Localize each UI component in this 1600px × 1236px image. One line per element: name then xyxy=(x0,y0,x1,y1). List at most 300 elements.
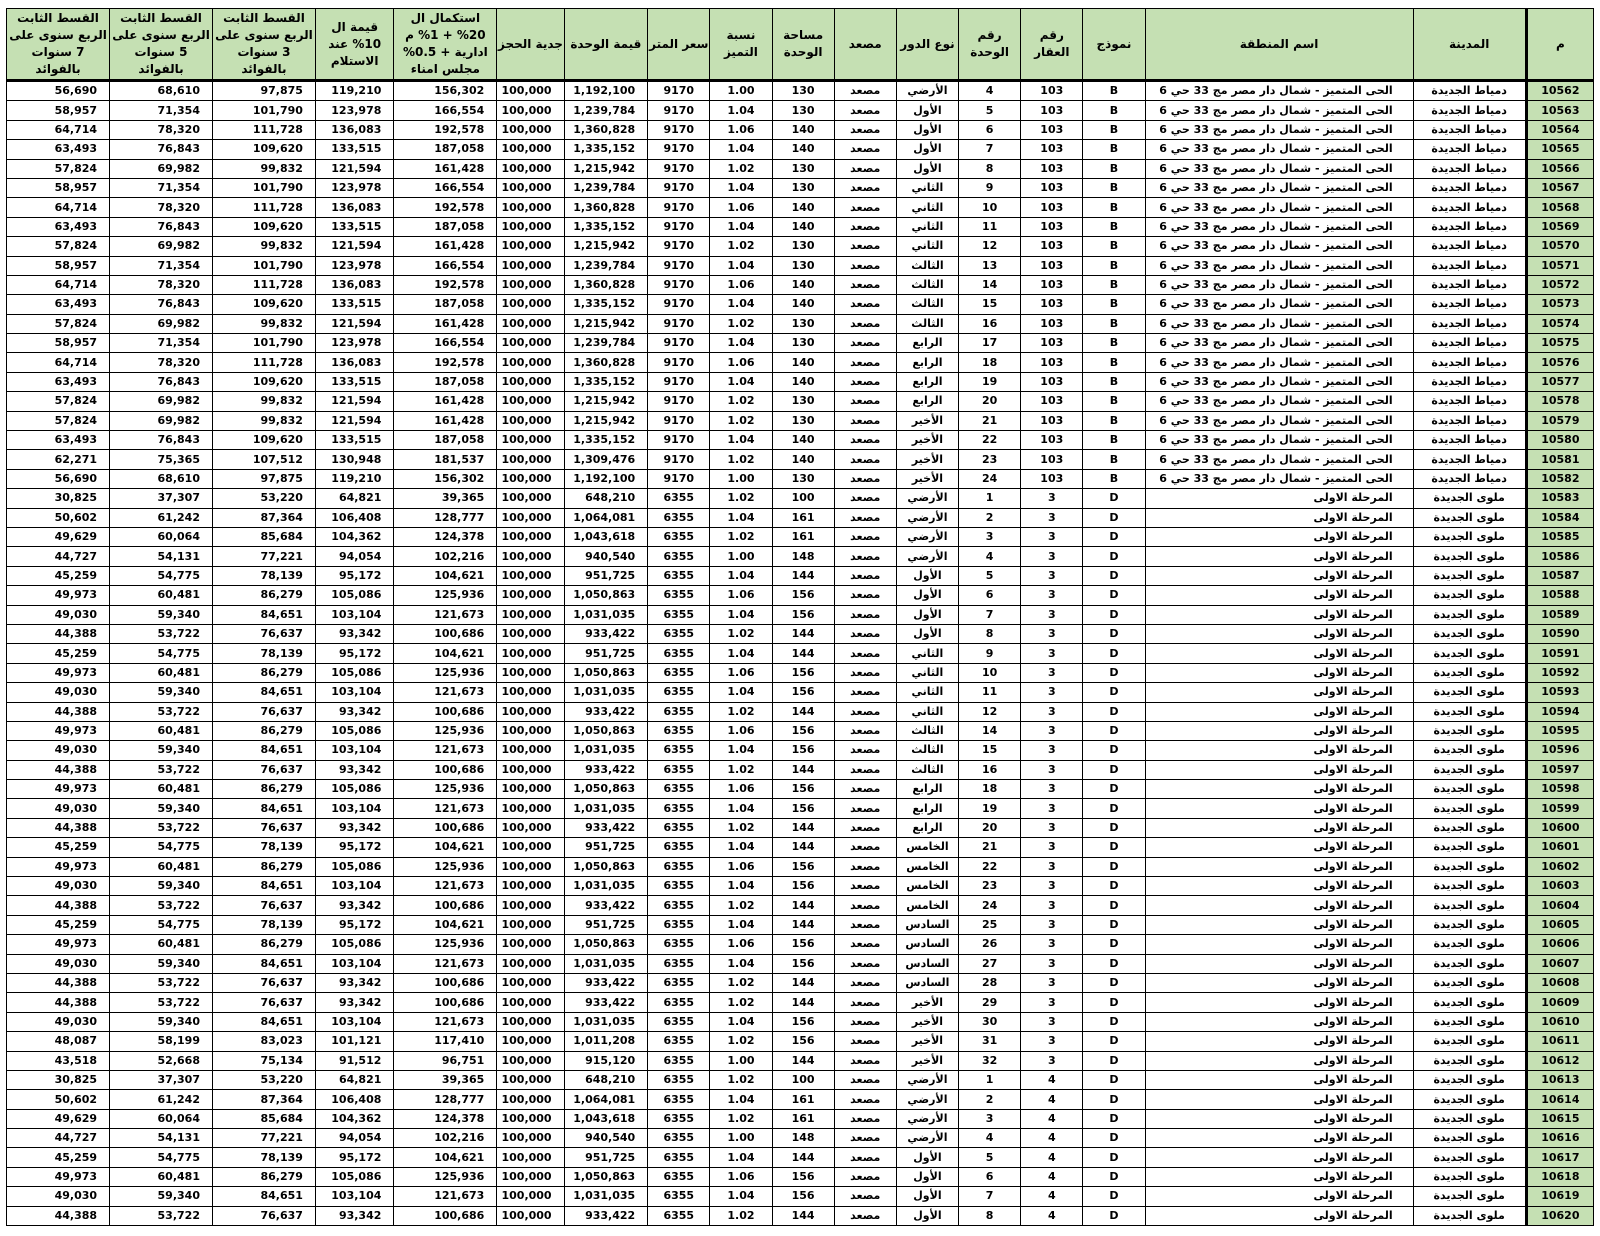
cell-unit-value: 1,050,863 xyxy=(564,1167,648,1186)
cell-complete-20: 96,751 xyxy=(394,1051,497,1070)
cell-installment-7y: 44,388 xyxy=(7,993,110,1012)
cell-premium: 1.06 xyxy=(710,935,772,954)
cell-installment-7y: 49,030 xyxy=(7,605,110,624)
cell-installment-7y: 49,973 xyxy=(7,935,110,954)
cell-m: 10609 xyxy=(1526,993,1593,1012)
cell-installment-7y: 63,493 xyxy=(7,217,110,236)
cell-unit-no: 27 xyxy=(959,954,1021,973)
cell-model: B xyxy=(1083,237,1145,256)
cell-installment-7y: 44,388 xyxy=(7,760,110,779)
cell-unit-value: 1,215,942 xyxy=(564,392,648,411)
cell-area: الحى المتميز - شمال دار مصر مج 33 حي 6 xyxy=(1145,469,1413,488)
cell-m: 10616 xyxy=(1526,1129,1593,1148)
cell-installment-5y: 78,320 xyxy=(110,198,213,217)
cell-elevator: مصعد xyxy=(834,547,896,566)
cell-value-10: 105,086 xyxy=(315,780,393,799)
cell-city: دمياط الجديدة xyxy=(1413,334,1526,353)
cell-m: 10565 xyxy=(1526,140,1593,159)
cell-value-10: 103,104 xyxy=(315,683,393,702)
cell-complete-20: 128,777 xyxy=(394,1090,497,1109)
cell-elevator: مصعد xyxy=(834,780,896,799)
cell-booking: 100,000 xyxy=(497,702,564,721)
cell-unit-no: 10 xyxy=(959,663,1021,682)
cell-area: المرحلة الاولى xyxy=(1145,566,1413,585)
cell-building: 3 xyxy=(1021,760,1083,779)
table-row xyxy=(7,857,1594,876)
cell-booking: 100,000 xyxy=(497,334,564,353)
cell-building: 3 xyxy=(1021,915,1083,934)
cell-installment-7y: 49,973 xyxy=(7,1167,110,1186)
cell-price-per-meter: 6355 xyxy=(648,1206,710,1225)
cell-elevator: مصعد xyxy=(834,760,896,779)
cell-m: 10619 xyxy=(1526,1187,1593,1206)
cell-premium: 1.02 xyxy=(710,411,772,430)
cell-unit-no: 22 xyxy=(959,431,1021,450)
cell-installment-3y: 109,620 xyxy=(212,372,315,391)
cell-city: دمياط الجديدة xyxy=(1413,275,1526,294)
cell-floor: الأرضي xyxy=(896,508,958,527)
cell-unit-no: 23 xyxy=(959,450,1021,469)
cell-elevator: مصعد xyxy=(834,1051,896,1070)
cell-installment-3y: 76,637 xyxy=(212,1206,315,1225)
cell-m: 10598 xyxy=(1526,780,1593,799)
cell-installment-5y: 37,307 xyxy=(110,489,213,508)
cell-elevator: مصعد xyxy=(834,1206,896,1225)
cell-city: دمياط الجديدة xyxy=(1413,120,1526,139)
cell-premium: 1.06 xyxy=(710,721,772,740)
cell-elevator: مصعد xyxy=(834,663,896,682)
cell-premium: 1.02 xyxy=(710,1070,772,1089)
cell-model: B xyxy=(1083,275,1145,294)
cell-m: 10618 xyxy=(1526,1167,1593,1186)
cell-m: 10599 xyxy=(1526,799,1593,818)
cell-unit-value: 1,360,828 xyxy=(564,120,648,139)
cell-installment-3y: 101,790 xyxy=(212,101,315,120)
cell-city: ملوى الجديدة xyxy=(1413,605,1526,624)
table-row xyxy=(7,896,1594,915)
cell-building: 3 xyxy=(1021,624,1083,643)
cell-unit-no: 3 xyxy=(959,527,1021,546)
cell-building: 3 xyxy=(1021,586,1083,605)
cell-m: 10614 xyxy=(1526,1090,1593,1109)
cell-building: 3 xyxy=(1021,780,1083,799)
cell-price-per-meter: 6355 xyxy=(648,799,710,818)
cell-complete-20: 161,428 xyxy=(394,411,497,430)
col-header-model: نموذج xyxy=(1083,9,1145,81)
cell-building: 103 xyxy=(1021,178,1083,197)
cell-installment-7y: 45,259 xyxy=(7,1148,110,1167)
table-row xyxy=(7,1070,1594,1089)
cell-unit-value: 933,422 xyxy=(564,760,648,779)
cell-floor: الثاني xyxy=(896,237,958,256)
cell-unit-value: 1,239,784 xyxy=(564,178,648,197)
cell-m: 10577 xyxy=(1526,372,1593,391)
cell-installment-5y: 69,982 xyxy=(110,392,213,411)
units-table xyxy=(6,8,1594,1226)
cell-unit-no: 29 xyxy=(959,993,1021,1012)
col-header-booking: جدية الحجز xyxy=(497,9,564,81)
cell-floor: الثالث xyxy=(896,275,958,294)
cell-city: دمياط الجديدة xyxy=(1413,237,1526,256)
cell-unit-area: 100 xyxy=(772,1070,834,1089)
cell-unit-no: 15 xyxy=(959,295,1021,314)
cell-city: ملوى الجديدة xyxy=(1413,644,1526,663)
cell-premium: 1.04 xyxy=(710,140,772,159)
cell-installment-7y: 64,714 xyxy=(7,353,110,372)
cell-model: D xyxy=(1083,935,1145,954)
cell-elevator: مصعد xyxy=(834,159,896,178)
col-header-installment-3y: القسط الثابت الربع سنوى على 3 سنوات بالفوائد xyxy=(212,9,315,81)
table-row xyxy=(7,295,1594,314)
cell-complete-20: 121,673 xyxy=(394,605,497,624)
cell-unit-no: 32 xyxy=(959,1051,1021,1070)
cell-installment-5y: 61,242 xyxy=(110,1090,213,1109)
cell-building: 103 xyxy=(1021,81,1083,101)
cell-model: D xyxy=(1083,721,1145,740)
cell-unit-no: 16 xyxy=(959,314,1021,333)
table-row xyxy=(7,469,1594,488)
cell-area: المرحلة الاولى xyxy=(1145,954,1413,973)
cell-building: 3 xyxy=(1021,896,1083,915)
cell-unit-value: 1,335,152 xyxy=(564,140,648,159)
cell-complete-20: 125,936 xyxy=(394,935,497,954)
cell-city: ملوى الجديدة xyxy=(1413,1129,1526,1148)
cell-unit-value: 1,192,100 xyxy=(564,81,648,101)
col-header-price-per-meter: سعر المتر xyxy=(648,9,710,81)
cell-elevator: مصعد xyxy=(834,644,896,663)
cell-m: 10578 xyxy=(1526,392,1593,411)
cell-value-10: 91,512 xyxy=(315,1051,393,1070)
cell-price-per-meter: 6355 xyxy=(648,586,710,605)
cell-premium: 1.06 xyxy=(710,663,772,682)
cell-price-per-meter: 6355 xyxy=(648,1032,710,1051)
cell-installment-7y: 56,690 xyxy=(7,81,110,101)
cell-installment-3y: 107,512 xyxy=(212,450,315,469)
cell-installment-3y: 76,637 xyxy=(212,993,315,1012)
cell-elevator: مصعد xyxy=(834,120,896,139)
cell-floor: الثالث xyxy=(896,295,958,314)
cell-city: ملوى الجديدة xyxy=(1413,741,1526,760)
cell-unit-no: 13 xyxy=(959,256,1021,275)
cell-unit-value: 1,360,828 xyxy=(564,198,648,217)
cell-unit-area: 156 xyxy=(772,721,834,740)
cell-complete-20: 100,686 xyxy=(394,624,497,643)
cell-area: المرحلة الاولى xyxy=(1145,896,1413,915)
cell-elevator: مصعد xyxy=(834,702,896,721)
cell-unit-no: 7 xyxy=(959,605,1021,624)
cell-city: ملوى الجديدة xyxy=(1413,1012,1526,1031)
cell-price-per-meter: 6355 xyxy=(648,1129,710,1148)
table-row xyxy=(7,411,1594,430)
cell-floor: الأول xyxy=(896,1206,958,1225)
cell-installment-7y: 49,030 xyxy=(7,1012,110,1031)
cell-building: 103 xyxy=(1021,314,1083,333)
cell-building: 103 xyxy=(1021,450,1083,469)
cell-floor: السادس xyxy=(896,973,958,992)
cell-installment-3y: 84,651 xyxy=(212,954,315,973)
cell-building: 3 xyxy=(1021,547,1083,566)
cell-floor: الأول xyxy=(896,624,958,643)
cell-unit-no: 22 xyxy=(959,857,1021,876)
cell-area: المرحلة الاولى xyxy=(1145,935,1413,954)
col-header-unit-no: رقم الوحدة xyxy=(959,9,1021,81)
cell-area: المرحلة الاولى xyxy=(1145,1129,1413,1148)
table-row xyxy=(7,1148,1594,1167)
cell-value-10: 136,083 xyxy=(315,353,393,372)
cell-floor: الأرضي xyxy=(896,1090,958,1109)
cell-model: B xyxy=(1083,217,1145,236)
table-row xyxy=(7,780,1594,799)
cell-installment-7y: 63,493 xyxy=(7,431,110,450)
cell-model: D xyxy=(1083,1032,1145,1051)
cell-installment-7y: 45,259 xyxy=(7,566,110,585)
cell-model: B xyxy=(1083,314,1145,333)
cell-elevator: مصعد xyxy=(834,101,896,120)
cell-price-per-meter: 9170 xyxy=(648,314,710,333)
cell-elevator: مصعد xyxy=(834,877,896,896)
cell-complete-20: 100,686 xyxy=(394,702,497,721)
cell-unit-value: 648,210 xyxy=(564,489,648,508)
cell-floor: الأخير xyxy=(896,411,958,430)
cell-value-10: 119,210 xyxy=(315,469,393,488)
cell-unit-no: 24 xyxy=(959,469,1021,488)
cell-elevator: مصعد xyxy=(834,295,896,314)
cell-area: المرحلة الاولى xyxy=(1145,547,1413,566)
cell-unit-no: 11 xyxy=(959,683,1021,702)
cell-complete-20: 192,578 xyxy=(394,120,497,139)
cell-m: 10593 xyxy=(1526,683,1593,702)
cell-unit-no: 19 xyxy=(959,799,1021,818)
cell-unit-value: 940,540 xyxy=(564,547,648,566)
col-header-city: المدينة xyxy=(1413,9,1526,81)
table-row xyxy=(7,256,1594,275)
cell-installment-3y: 76,637 xyxy=(212,818,315,837)
cell-elevator: مصعد xyxy=(834,954,896,973)
cell-unit-value: 1,011,208 xyxy=(564,1032,648,1051)
cell-installment-3y: 101,790 xyxy=(212,334,315,353)
cell-area: المرحلة الاولى xyxy=(1145,663,1413,682)
cell-complete-20: 124,378 xyxy=(394,1109,497,1128)
cell-unit-no: 19 xyxy=(959,372,1021,391)
cell-unit-area: 161 xyxy=(772,1090,834,1109)
cell-installment-7y: 49,030 xyxy=(7,741,110,760)
cell-area: المرحلة الاولى xyxy=(1145,489,1413,508)
cell-m: 10590 xyxy=(1526,624,1593,643)
cell-area: الحى المتميز - شمال دار مصر مج 33 حي 6 xyxy=(1145,81,1413,101)
cell-premium: 1.04 xyxy=(710,508,772,527)
cell-m: 10564 xyxy=(1526,120,1593,139)
table-row xyxy=(7,217,1594,236)
table-row xyxy=(7,838,1594,857)
cell-installment-5y: 53,722 xyxy=(110,896,213,915)
cell-area: المرحلة الاولى xyxy=(1145,605,1413,624)
cell-unit-no: 7 xyxy=(959,140,1021,159)
cell-price-per-meter: 6355 xyxy=(648,1187,710,1206)
cell-floor: الثاني xyxy=(896,702,958,721)
cell-value-10: 133,515 xyxy=(315,217,393,236)
cell-floor: الثاني xyxy=(896,198,958,217)
cell-installment-7y: 50,602 xyxy=(7,1090,110,1109)
cell-city: ملوى الجديدة xyxy=(1413,1032,1526,1051)
cell-installment-5y: 54,131 xyxy=(110,547,213,566)
cell-m: 10589 xyxy=(1526,605,1593,624)
cell-city: ملوى الجديدة xyxy=(1413,1167,1526,1186)
table-row xyxy=(7,683,1594,702)
cell-premium: 1.04 xyxy=(710,178,772,197)
cell-area: المرحلة الاولى xyxy=(1145,1187,1413,1206)
cell-elevator: مصعد xyxy=(834,527,896,546)
cell-unit-value: 1,215,942 xyxy=(564,159,648,178)
cell-installment-3y: 84,651 xyxy=(212,741,315,760)
cell-m: 10610 xyxy=(1526,1012,1593,1031)
cell-building: 103 xyxy=(1021,295,1083,314)
cell-city: ملوى الجديدة xyxy=(1413,527,1526,546)
cell-city: دمياط الجديدة xyxy=(1413,411,1526,430)
cell-unit-value: 951,725 xyxy=(564,566,648,585)
cell-installment-5y: 69,982 xyxy=(110,159,213,178)
table-row xyxy=(7,1187,1594,1206)
cell-m: 10588 xyxy=(1526,586,1593,605)
cell-m: 10603 xyxy=(1526,877,1593,896)
cell-building: 4 xyxy=(1021,1109,1083,1128)
cell-premium: 1.06 xyxy=(710,120,772,139)
cell-installment-3y: 84,651 xyxy=(212,1187,315,1206)
cell-price-per-meter: 9170 xyxy=(648,159,710,178)
cell-building: 103 xyxy=(1021,140,1083,159)
cell-elevator: مصعد xyxy=(834,314,896,333)
cell-building: 3 xyxy=(1021,527,1083,546)
cell-city: ملوى الجديدة xyxy=(1413,993,1526,1012)
cell-elevator: مصعد xyxy=(834,217,896,236)
cell-value-10: 133,515 xyxy=(315,372,393,391)
table-row xyxy=(7,1051,1594,1070)
cell-unit-area: 144 xyxy=(772,973,834,992)
cell-premium: 1.06 xyxy=(710,1167,772,1186)
cell-installment-7y: 44,388 xyxy=(7,624,110,643)
cell-elevator: مصعد xyxy=(834,353,896,372)
cell-unit-area: 144 xyxy=(772,896,834,915)
table-row xyxy=(7,877,1594,896)
col-header-complete-20: استكمال ال 20% + 1% م ادارية + 0.5% مجلس امناء xyxy=(394,9,497,81)
cell-unit-value: 933,422 xyxy=(564,702,648,721)
cell-area: المرحلة الاولى xyxy=(1145,1090,1413,1109)
cell-booking: 100,000 xyxy=(497,353,564,372)
cell-m: 10580 xyxy=(1526,431,1593,450)
cell-elevator: مصعد xyxy=(834,334,896,353)
cell-installment-3y: 111,728 xyxy=(212,198,315,217)
cell-price-per-meter: 9170 xyxy=(648,295,710,314)
cell-building: 3 xyxy=(1021,644,1083,663)
cell-installment-5y: 53,722 xyxy=(110,624,213,643)
cell-unit-value: 1,031,035 xyxy=(564,877,648,896)
cell-building: 4 xyxy=(1021,1070,1083,1089)
table-row xyxy=(7,566,1594,585)
cell-area: الحى المتميز - شمال دار مصر مج 33 حي 6 xyxy=(1145,411,1413,430)
cell-value-10: 105,086 xyxy=(315,857,393,876)
cell-model: D xyxy=(1083,1187,1145,1206)
cell-floor: الأول xyxy=(896,140,958,159)
table-row xyxy=(7,314,1594,333)
cell-value-10: 130,948 xyxy=(315,450,393,469)
cell-floor: الأرضي xyxy=(896,547,958,566)
table-row xyxy=(7,101,1594,120)
cell-unit-area: 130 xyxy=(772,81,834,101)
cell-city: ملوى الجديدة xyxy=(1413,877,1526,896)
cell-installment-7y: 49,973 xyxy=(7,586,110,605)
cell-area: المرحلة الاولى xyxy=(1145,624,1413,643)
cell-area: المرحلة الاولى xyxy=(1145,1206,1413,1225)
cell-installment-3y: 84,651 xyxy=(212,605,315,624)
cell-floor: الأرضي xyxy=(896,1129,958,1148)
cell-complete-20: 187,058 xyxy=(394,372,497,391)
cell-installment-3y: 84,651 xyxy=(212,799,315,818)
cell-city: ملوى الجديدة xyxy=(1413,683,1526,702)
cell-city: دمياط الجديدة xyxy=(1413,256,1526,275)
cell-elevator: مصعد xyxy=(834,81,896,101)
cell-booking: 100,000 xyxy=(497,1167,564,1186)
cell-building: 3 xyxy=(1021,683,1083,702)
cell-city: ملوى الجديدة xyxy=(1413,721,1526,740)
cell-installment-7y: 45,259 xyxy=(7,915,110,934)
cell-m: 10585 xyxy=(1526,527,1593,546)
cell-installment-5y: 61,242 xyxy=(110,508,213,527)
cell-installment-5y: 60,064 xyxy=(110,527,213,546)
cell-value-10: 123,978 xyxy=(315,334,393,353)
cell-booking: 100,000 xyxy=(497,954,564,973)
cell-installment-3y: 87,364 xyxy=(212,508,315,527)
col-header-building: رقم العقار xyxy=(1021,9,1083,81)
cell-installment-7y: 49,629 xyxy=(7,1109,110,1128)
cell-installment-7y: 63,493 xyxy=(7,140,110,159)
header-row xyxy=(7,9,1594,81)
cell-complete-20: 104,621 xyxy=(394,838,497,857)
cell-model: B xyxy=(1083,120,1145,139)
cell-model: D xyxy=(1083,1109,1145,1128)
cell-floor: الأول xyxy=(896,1187,958,1206)
cell-premium: 1.04 xyxy=(710,566,772,585)
cell-area: المرحلة الاولى xyxy=(1145,702,1413,721)
cell-elevator: مصعد xyxy=(834,1148,896,1167)
cell-floor: الأول xyxy=(896,1167,958,1186)
cell-premium: 1.06 xyxy=(710,857,772,876)
cell-unit-no: 24 xyxy=(959,896,1021,915)
cell-installment-3y: 77,221 xyxy=(212,547,315,566)
cell-complete-20: 104,621 xyxy=(394,566,497,585)
cell-complete-20: 125,936 xyxy=(394,586,497,605)
cell-area: المرحلة الاولى xyxy=(1145,818,1413,837)
cell-city: ملوى الجديدة xyxy=(1413,547,1526,566)
cell-elevator: مصعد xyxy=(834,392,896,411)
cell-price-per-meter: 9170 xyxy=(648,140,710,159)
cell-value-10: 103,104 xyxy=(315,877,393,896)
cell-floor: الأخير xyxy=(896,1032,958,1051)
table-body xyxy=(7,81,1594,1226)
cell-unit-area: 140 xyxy=(772,198,834,217)
cell-complete-20: 156,302 xyxy=(394,81,497,101)
cell-complete-20: 104,621 xyxy=(394,915,497,934)
cell-installment-7y: 58,957 xyxy=(7,101,110,120)
cell-installment-5y: 59,340 xyxy=(110,954,213,973)
cell-complete-20: 121,673 xyxy=(394,1187,497,1206)
cell-price-per-meter: 6355 xyxy=(648,624,710,643)
cell-booking: 100,000 xyxy=(497,120,564,139)
cell-unit-no: 11 xyxy=(959,217,1021,236)
cell-m: 10600 xyxy=(1526,818,1593,837)
cell-price-per-meter: 9170 xyxy=(648,431,710,450)
table-row xyxy=(7,624,1594,643)
cell-booking: 100,000 xyxy=(497,1206,564,1225)
cell-area: الحى المتميز - شمال دار مصر مج 33 حي 6 xyxy=(1145,237,1413,256)
